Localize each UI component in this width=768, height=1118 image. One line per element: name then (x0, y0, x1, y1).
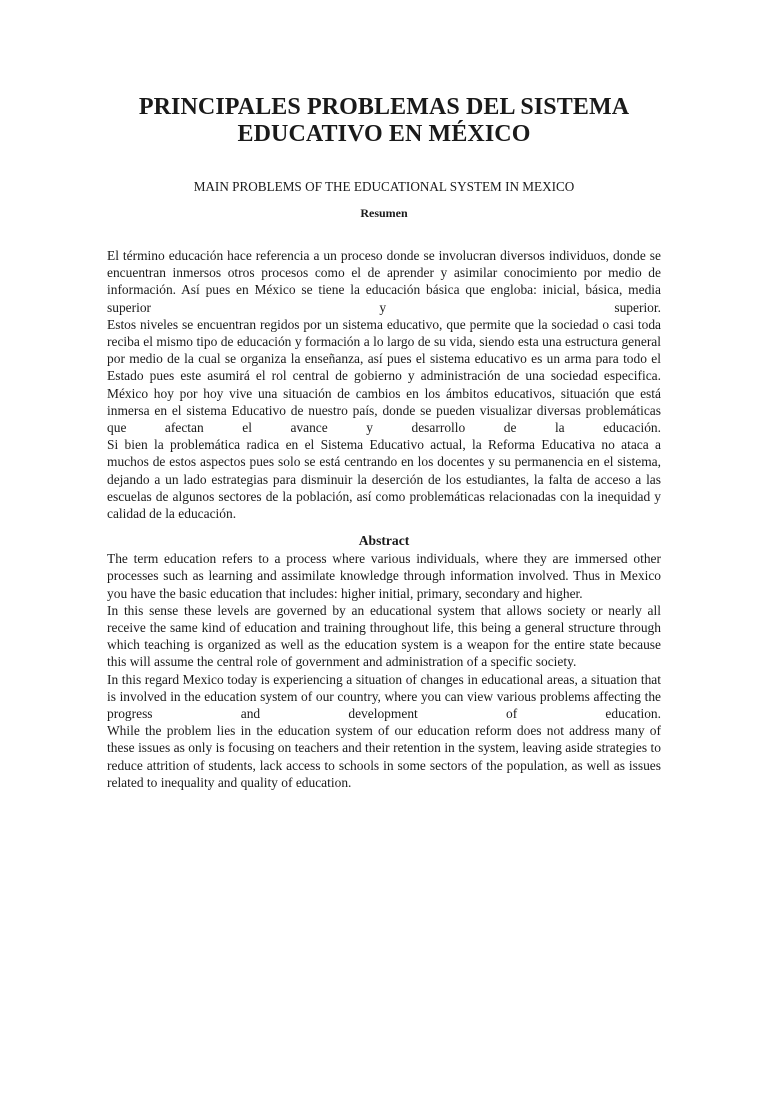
abstract-paragraph-4: While the problem lies in the education system of our education reform does not address many of these issues as only is focusing on teachers and their retention in the system, leaving aside strategies to reduce attrition of students, lack access to schools in some sectors of the population, as well as issues related to inequality and quality of education. (107, 723, 661, 790)
abstract-heading: Abstract (358, 533, 410, 549)
document-title: PRINCIPALES PROBLEMAS DEL SISTEMA EDUCATIVO EN MÉXICO (138, 94, 630, 147)
resumen-paragraph-2: Estos niveles se encuentran regidos por un sistema educativo, que permite que la sociedad o casi toda reciba el mismo tipo de educación y formación a lo largo de su vida, siendo esta una estructura general por medio de la cual se organiza la enseñanza, así pues el sistema educativo es un arma para todo el Estado pues este asumirá el rol central de gobierno y administración de una sociedad especifica. (107, 316, 661, 384)
resumen-paragraph-1: El término educación hace referencia a un proceso donde se involucran diversos individuos, donde se encuentran inmersos otros procesos como el de aprender y asimilar conocimiento por medio de información. Así pues en México se tiene la educación básica que engloba: inicial, básica, media superior y superior. (107, 248, 661, 315)
abstract-paragraph-1: The term education refers to a process where various individuals, where they are immersed other processes such as learning and assimilate knowledge through information involved. Thus in Mexico you have the basic education that includes: higher initial, primary, secondary and higher. (107, 551, 661, 601)
document-page (0, 94, 768, 1118)
abstract-paragraph-2: In this sense these levels are governed by an educational system that allows society or nearly all receive the same kind of education and training throughout life, this being a general structure through which teaching is organized as well as the education system is a weapon for the entire state because this will assume the central role of government and administration of a specific society. (107, 602, 661, 670)
resumen-paragraph-3: México hoy por hoy vive una situación de cambios en los ámbitos educativos, situación que está inmersa en el sistema Educativo de nuestro país, donde se pueden visualizar diversas problemáticas que afectan el avance y desarrollo de la educación. (107, 385, 661, 436)
resumen-paragraph-4: Si bien la problemática radica en el Sistema Educativo actual, la Reforma Educativa no ataca a muchos de estos aspectos pues solo se está centrando en los docentes y su permanencia en el sistema, dejando a un lado estrategias para disminuir la deserción de los estudiantes, la falta de acceso a las escuelas de algunos sectores de la población, así como problemáticas relacionadas con la inequidad y calidad de la educación. (107, 437, 661, 522)
abstract-paragraph-3: In this regard Mexico today is experiencing a situation of changes in educational areas, a situation that is involved in the education system of our country, where you can view various problems affecting the progress and development of education. (107, 671, 661, 722)
resumen-heading: Resumen (360, 206, 408, 220)
abstract-section (107, 550, 661, 791)
document-subtitle: MAIN PROBLEMS OF THE EDUCATIONAL SYSTEM IN MEXICO (193, 179, 575, 194)
resumen-section (107, 247, 661, 522)
